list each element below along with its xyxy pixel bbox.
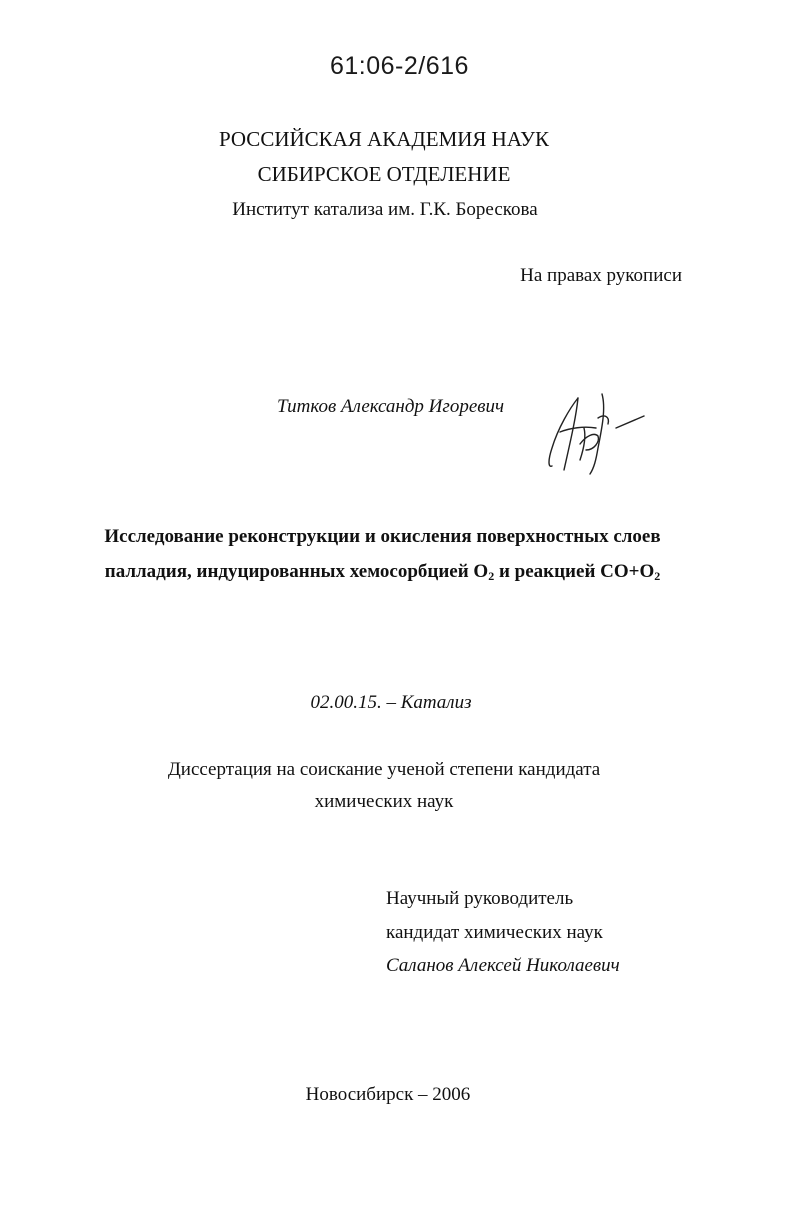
title-co-o2-subscript: 2 bbox=[654, 569, 661, 583]
title-line2-part2: и реакцией CO+O bbox=[494, 561, 655, 582]
supervisor-role: Научный руководитель bbox=[386, 888, 574, 909]
dissertation-degree-line2: химических наук bbox=[314, 791, 454, 812]
branch-name: СИБИРСКОЕ ОТДЕЛЕНИЕ bbox=[257, 162, 511, 186]
place-year: Новосибирск – 2006 bbox=[305, 1084, 471, 1105]
title-o2-subscript: 2 bbox=[488, 569, 495, 583]
supervisor-degree: кандидат химических наук bbox=[386, 922, 603, 943]
author-name: Титков Александр Игоревич bbox=[277, 396, 505, 417]
rights-note: На правах рукописи bbox=[520, 265, 682, 286]
specialty-code: 02.00.15. – Катализ bbox=[310, 692, 472, 713]
academy-name: РОССИЙСКАЯ АКАДЕМИЯ НАУК bbox=[218, 127, 550, 151]
supervisor-name: Саланов Алексей Николаевич bbox=[386, 955, 620, 976]
dissertation-title-line1: Исследование реконструкции и окисления поверхностных слоев bbox=[104, 526, 661, 547]
catalog-number: 61:06-2/616 bbox=[330, 52, 469, 80]
dissertation-degree-line1: Диссертация на соискание ученой степени кандидата bbox=[167, 759, 601, 780]
dissertation-title-line2 bbox=[0, 561, 765, 584]
signature-image bbox=[540, 388, 660, 488]
title-line2-part1: палладия, индуцированных хемосорбцией O bbox=[104, 561, 489, 582]
institute-name: Институт катализа им. Г.К. Борескова bbox=[232, 199, 538, 220]
